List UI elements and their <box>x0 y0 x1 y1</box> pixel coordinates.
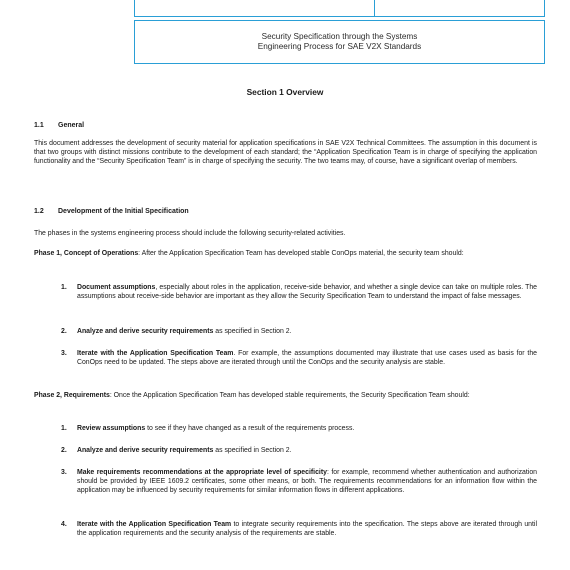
phase-1-text: : After the Application Specification Team has developed stable ConOps material, the security team should: <box>138 250 464 257</box>
heading-number: 1.2 <box>34 208 44 215</box>
header-top-box <box>134 0 545 17</box>
heading-1-2 <box>34 208 189 215</box>
phase-2-text: : Once the Application Specification Team has developed stable requirements, the Security Specification Team should: <box>109 392 470 399</box>
header-title-line-2: Engineering Process for SAE V2X Standards <box>257 42 422 51</box>
list-item-text: as specified in Section 2. <box>213 328 292 335</box>
phase-1-label: Phase 1, Concept of Operations <box>34 250 139 257</box>
list-number: 4. <box>61 521 67 528</box>
list-item-bold: Document assumptions <box>77 284 156 291</box>
phase-2-label: Phase 2, Requirements <box>34 392 110 399</box>
header-divider <box>374 0 375 17</box>
list-item-bold: Analyze and derive security requirements <box>77 328 214 335</box>
list-item-text: as specified in Section 2. <box>213 447 292 454</box>
heading-text: Development of the Initial Specification <box>58 208 189 215</box>
list-item-text: . For example, the assumptions documented may illustrate that use cases used as basis for the ConOps need to be updated. The steps above are iterated through until the ConOps and the security analysis are stable. <box>77 350 537 366</box>
paragraph-intro: The phases in the systems engineering process should include the following security-related activities. <box>34 230 346 237</box>
list-item <box>61 425 537 434</box>
list-number: 2. <box>61 447 67 454</box>
list-item <box>61 521 537 539</box>
list-number: 3. <box>61 350 67 357</box>
list-item <box>61 469 537 496</box>
paragraph-phase-2 <box>34 392 537 401</box>
header-title-box <box>134 20 545 64</box>
list-item-bold: Make requirements recommendations at the appropriate level of specificity <box>77 469 327 476</box>
list-item-text: to integrate security requirements into the specification. The steps above are iterated through until the application requirements and the security analysis of the requirements are stable. <box>77 521 537 537</box>
list-item <box>61 350 537 368</box>
list-number: 2. <box>61 328 67 335</box>
list-item-bold: Iterate with the Application Specification Team <box>77 521 232 528</box>
heading-text: General <box>58 122 85 129</box>
list-item-bold: Review assumptions <box>77 425 146 432</box>
list-item-bold: Analyze and derive security requirements <box>77 447 214 454</box>
header-title-line-1: Security Specification through the Systems <box>261 31 418 41</box>
list-item <box>61 328 537 337</box>
section-title: Section 1 Overview <box>246 87 324 97</box>
paragraph-general: This document addresses the development of security material for application specifications in SAE V2X Technical Committees. The assumption in this document is that two groups with distinct missions contribute to the development of each standard; the “Application Specification Team is in charge of specifying the application functionality and the “Security Specification Team” is in charge of specifying the security. The two teams may, of course, have a significant overlap of members. <box>34 140 537 165</box>
list-number: 1. <box>61 284 67 291</box>
list-item-text: , especially about roles in the application, receive-side behavior, and whether a single device can take on multiple roles. The assumptions about receive-side behavior are important as they allow the Security Specification Team to understand the impact of false messages. <box>77 284 537 300</box>
list-number: 1. <box>61 425 67 432</box>
list-item-bold: Iterate with the Application Specification Team <box>77 350 234 357</box>
heading-1-1 <box>34 122 84 129</box>
heading-number: 1.1 <box>34 122 44 129</box>
list-number: 3. <box>61 469 67 476</box>
list-item <box>61 284 537 302</box>
list-item-text: : for example, recommend whether authentication and authorization should be provided by IEEE 1609.2 certificates, some other means, or both. The requirements recommendations for an information flow within the application may be influenced by security requirements for similar information flows in different applications. <box>77 469 537 494</box>
paragraph-phase-1 <box>34 250 537 259</box>
list-item <box>61 447 537 456</box>
list-item-text: to see if they have changed as a result of the requirements process. <box>145 425 355 432</box>
